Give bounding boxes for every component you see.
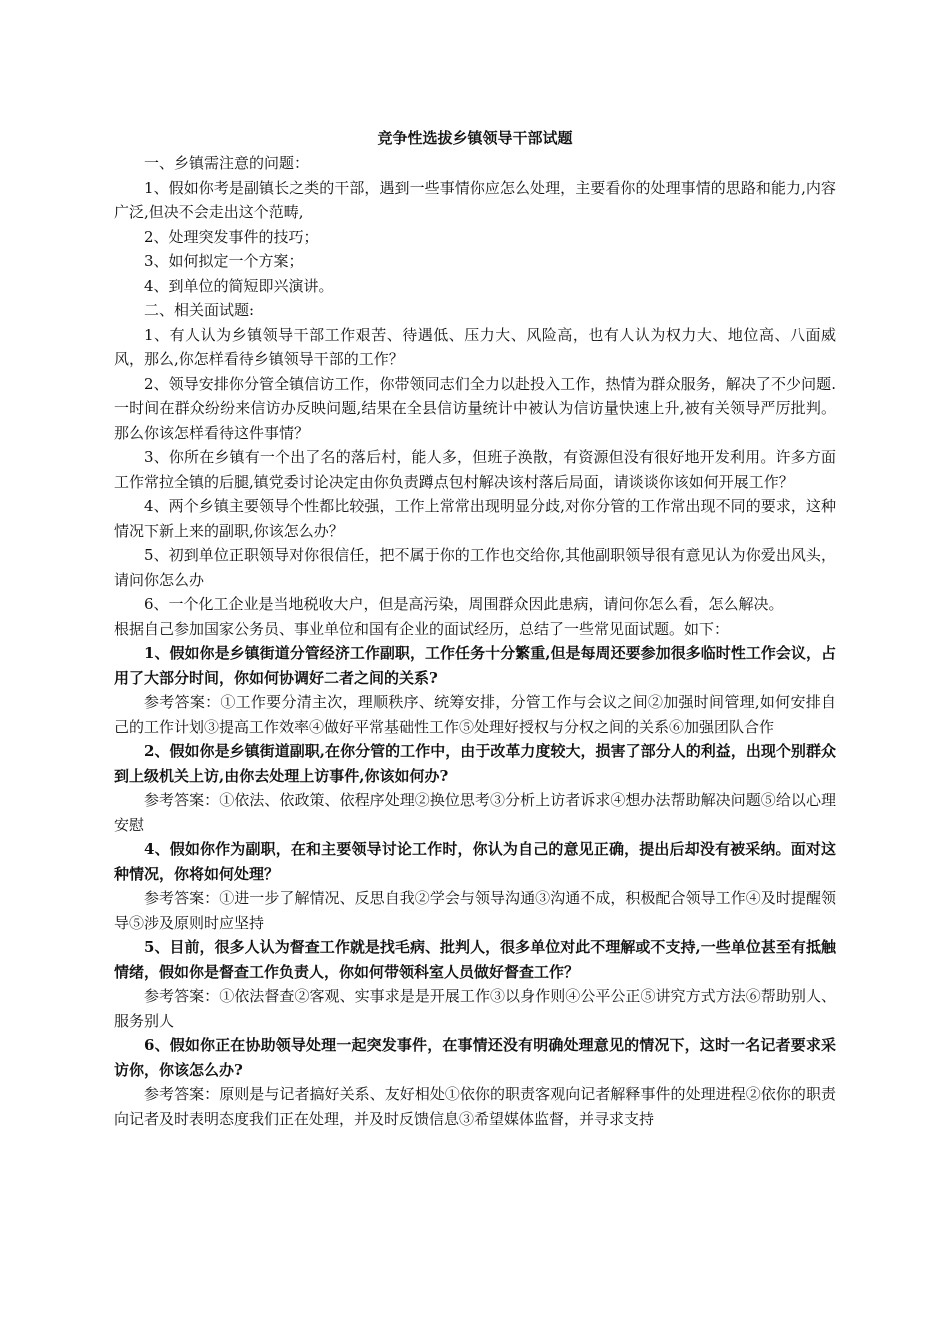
body-paragraph: 根据自己参加国家公务员、事业单位和国有企业的面试经历，总结了一些常见面试题。如下： bbox=[114, 619, 730, 638]
body-paragraph: 1、假如你考是副镇长之类的干部，遇到一些事情你应怎么处理，主要看你的处理事情的思路和能力,内容广泛,但决不会走出这个范畴, bbox=[114, 178, 836, 221]
document-body bbox=[114, 151, 836, 1131]
body-paragraph: 3、如何拟定一个方案； bbox=[144, 252, 304, 270]
body-paragraph: 参考答案：①工作要分清主次，理顺秩序、统筹安排，分管工作与会议之间②加强时间管理,如何安排自己的工作计划③提高工作效率④做好平常基础性工作⑤处理好授权与分权之间的关系⑥加强团队合作 bbox=[114, 693, 836, 736]
body-paragraph: 3、你所在乡镇有一个出了名的落后村，能人多，但班子涣散，有资源但没有很好地开发利用。许多方面工作常拉全镇的后腿,镇党委讨论决定由你负责蹲点包村解决该村落后局面，请谈谈你该如何开展工作？ bbox=[114, 448, 836, 491]
body-paragraph: 2、领导安排你分管全镇信访工作，你带领同志们全力以赴投入工作，热情为群众服务，解决了不少问题.一时间在群众纷纷来信访办反映问题,结果在全县信访量统计中被认为信访量快速上升,被有关领导严厉批判。那么你该怎样看待这件事情？ bbox=[114, 374, 836, 442]
body-paragraph: 5、初到单位正职领导对你很信任，把不属于你的工作也交给你,其他副职领导很有意见认为你爱出风头，请问你怎么办 bbox=[114, 546, 836, 589]
body-paragraph: 2、处理突发事件的技巧； bbox=[144, 227, 319, 246]
body-paragraph: 4、两个乡镇主要领导个性都比较强，工作上常常出现明显分歧,对你分管的工作常出现不同的要求，这种情况下新上来的副职,你该怎么办？ bbox=[114, 497, 836, 540]
body-paragraph: 参考答案：原则是与记者搞好关系、友好相处①依你的职责客观向记者解释事件的处理进程②依你的职责向记者及时表明态度我们正在处理，并及时反馈信息③希望媒体监督，并寻求支持 bbox=[114, 1085, 836, 1128]
question-paragraph: 6、假如你正在协助领导处理一起突发事件，在事情还没有明确处理意见的情况下，这时一名记者要求采访你，你该怎么办? bbox=[114, 1036, 836, 1079]
body-paragraph: 4、到单位的简短即兴演讲。 bbox=[144, 276, 334, 295]
question-paragraph: 5、目前，很多人认为督查工作就是找毛病、批判人，很多单位对此不理解或不支持,一些单位甚至有抵触情绪，假如你是督查工作负责人，你如何带领科室人员做好督查工作？ bbox=[114, 938, 836, 981]
body-paragraph: 1、有人认为乡镇领导干部工作艰苦、待遇低、压力大、风险高，也有人认为权力大、地位高、八面威风，那么,你怎样看待乡镇领导干部的工作？ bbox=[114, 325, 836, 368]
body-paragraph: 参考答案：①进一步了解情况、反思自我②学会与领导沟通③沟通不成，积极配合领导工作④及时提醒领导⑤涉及原则时应坚持 bbox=[114, 889, 836, 932]
question-paragraph: 1、假如你是乡镇街道分管经济工作副职，工作任务十分繁重,但是每周还要参加很多临时性工作会议，占用了大部分时间，你如何协调好二者之间的关系? bbox=[114, 644, 836, 687]
body-paragraph: 6、一个化工企业是当地税收大户，但是高污染，周围群众因此患病，请问你怎么看，怎么解决。 bbox=[144, 595, 784, 613]
document-title: 竞争性选拔乡镇领导干部试题 bbox=[377, 129, 573, 147]
body-paragraph: 参考答案：①依法、依政策、依程序处理②换位思考③分析上访者诉求④想办法帮助解决问题⑤给以心理安慰 bbox=[114, 791, 836, 834]
question-paragraph: 4、假如你作为副职，在和主要领导讨论工作时，你认为自己的意见正确，提出后却没有被采纳。面对这种情况，你将如何处理？ bbox=[114, 840, 836, 883]
body-paragraph: 二、相关面试题: bbox=[144, 301, 255, 319]
question-paragraph: 2、假如你是乡镇街道副职,在你分管的工作中，由于改革力度较大，损害了部分人的利益，出现个别群众到上级机关上访,由你去处理上访事件,你该如何办? bbox=[114, 742, 836, 785]
document-page bbox=[114, 126, 836, 1131]
body-paragraph: 参考答案：①依法督查②客观、实事求是是开展工作③以身作则④公平公正⑤讲究方式方法⑥帮助别人、服务别人 bbox=[114, 987, 836, 1030]
body-paragraph: 一、乡镇需注意的问题： bbox=[144, 154, 310, 172]
